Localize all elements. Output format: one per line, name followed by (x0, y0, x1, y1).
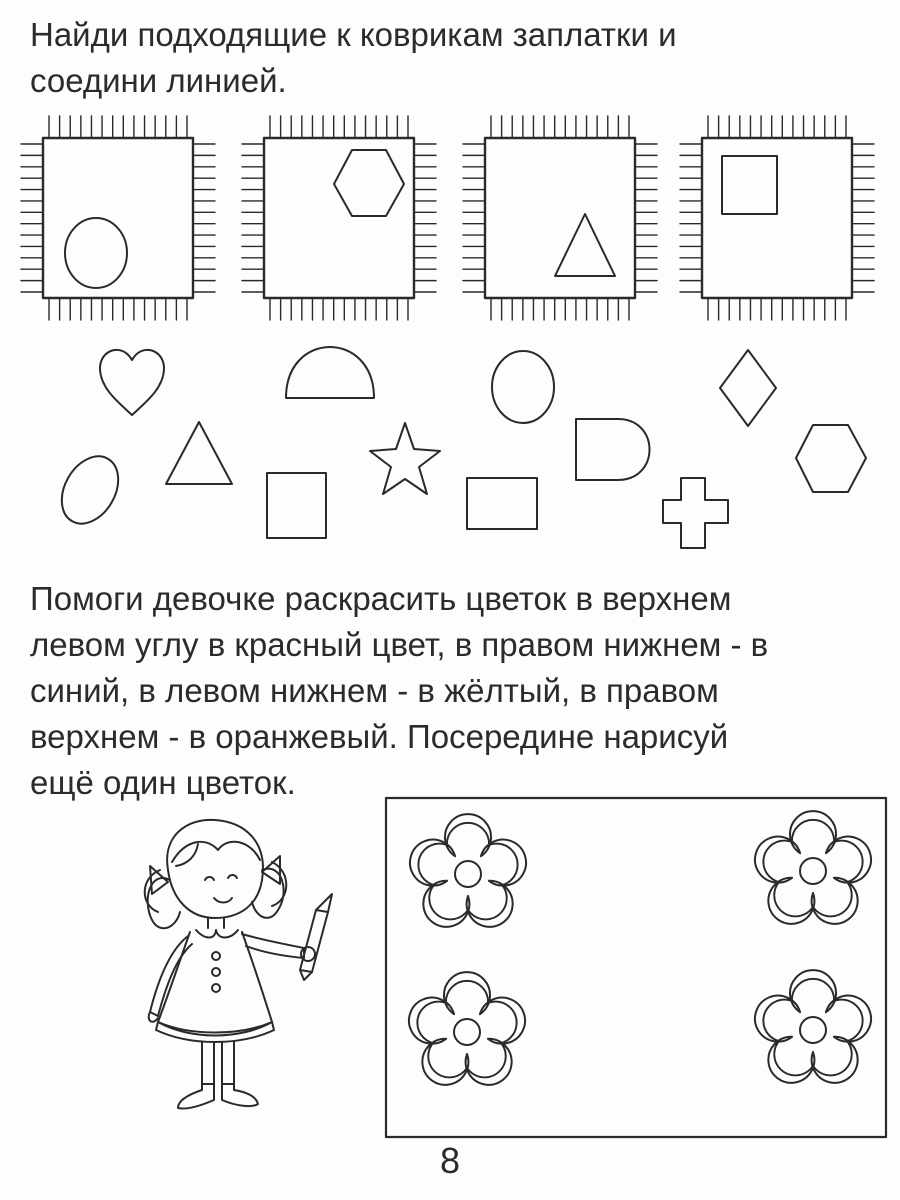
rugs-row (21, 116, 874, 320)
star-patch[interactable] (370, 423, 440, 494)
flower-bottom-right[interactable] (755, 970, 871, 1083)
task-2-instruction (30, 576, 888, 806)
task-2-line: Помоги девочке раскрасить цветок в верхнем (30, 580, 732, 617)
ellipse-patch[interactable] (50, 446, 129, 533)
flower-bottom-left[interactable] (409, 972, 525, 1085)
rug-fringe (680, 116, 874, 320)
rug-fringe (21, 116, 215, 320)
task-1-line: соедини линией. (30, 62, 287, 99)
square-hole (722, 156, 777, 214)
oval-patch[interactable] (492, 351, 554, 423)
rug-4 (680, 116, 874, 320)
diamond-patch[interactable] (720, 350, 776, 426)
rug-fringe (463, 116, 657, 320)
task-2-line: синий, в левом нижнем - в жёлтый, в правом (30, 672, 719, 709)
task-2-line: левом углу в красный цвет, в правом нижнем - в (30, 626, 769, 663)
d-shape-patch[interactable] (576, 419, 650, 480)
task-1-line: Найди подходящие к коврикам заплатки и (30, 16, 677, 53)
hexagon-hole (334, 150, 404, 216)
cross-patch[interactable] (663, 478, 728, 548)
girl-illustration (145, 820, 332, 1109)
flower-top-right[interactable] (755, 811, 871, 924)
rectangle-patch[interactable] (467, 478, 537, 529)
heart-patch[interactable] (100, 350, 164, 415)
rug-2 (242, 116, 436, 320)
rug-fringe (242, 116, 436, 320)
rug-3 (463, 116, 657, 320)
page-number: 8 (439, 1140, 461, 1181)
task-2-line: верхнем - в оранжевый. Посередине нарисуй (30, 718, 729, 755)
hexagon-patch[interactable] (796, 425, 866, 492)
circle-hole (65, 218, 127, 288)
triangle-patch[interactable] (166, 422, 232, 484)
task-2-line: ещё один цветок. (30, 764, 296, 801)
triangle-hole (555, 214, 615, 276)
square-patch[interactable] (267, 473, 326, 538)
flower-top-left[interactable] (410, 814, 526, 927)
rug-1 (21, 116, 215, 320)
semicircle-patch[interactable] (286, 347, 374, 398)
